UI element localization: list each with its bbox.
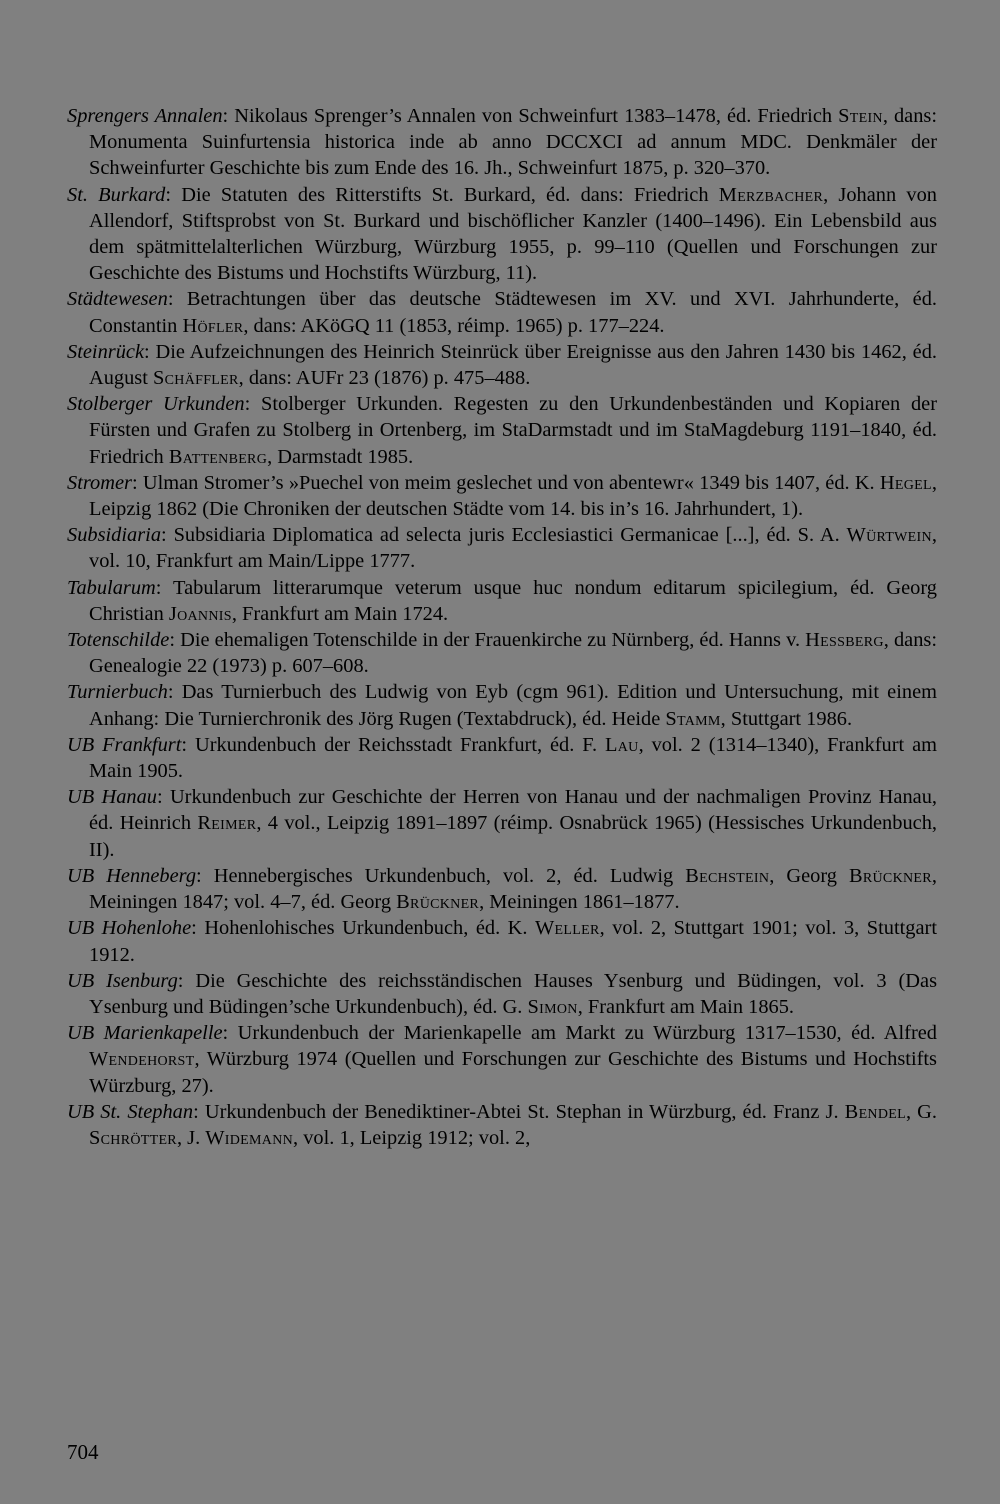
entry-text: , Johann von Allendorf, Stiftsprobst von St. Burkard und bischöflicher Kanzler (1400–1496). Ein Lebensbild aus dem spätmittelalterlichen Würzburg, Würzburg 1955, p. 99–110 (Quellen und Forschungen zur Geschichte des Bistums und Hochstifts Würzburg, 11). (89, 183, 937, 285)
entry-text: , dans: Monumenta Suinfurtensia historica inde ab anno DCCXCI ad annum MDC. Denkmäler der Schweinfurter Geschichte bis zum Ende des 16. Jh., Schweinfurt 1875, p. 320–370. (89, 105, 937, 180)
bibliography-entry (67, 968, 937, 1020)
bibliography-entry (67, 182, 937, 287)
bibliography-entry (67, 915, 937, 967)
bibliography-entry (67, 575, 937, 627)
entry-key: UB Hanau (67, 786, 157, 809)
entry-text: : Nikolaus Sprenger’s Annalen von Schweinfurt 1383–1478, éd. Friedrich (222, 105, 839, 127)
entry-key: Stolberger Urkunden (67, 393, 245, 416)
author-name: Stein (838, 105, 883, 127)
entry-text: : Urkundenbuch der Reichsstadt Frankfurt, éd. F. (181, 733, 605, 756)
bibliography-entry (67, 732, 937, 784)
author-name: Weller (535, 917, 600, 940)
author-name: Höfler (182, 314, 244, 337)
entry-text: , Stuttgart 1986. (720, 707, 853, 730)
entry-key: UB Hohenlohe (67, 917, 192, 940)
author-name: Reimer (197, 812, 257, 835)
entry-key: UB Frankfurt (67, 733, 182, 756)
entry-text: : Subsidiaria Diplomatica ad selecta juris Ecclesiastici Germanicae [...], éd. S. A. (161, 524, 847, 547)
entry-key: Tabularum (67, 576, 156, 599)
author-name: Brückner (396, 891, 480, 914)
entry-key: UB Isenburg (67, 969, 178, 992)
entry-text: , vol. 1, Leipzig 1912; vol. 2, (293, 1126, 531, 1149)
bibliography-entry (67, 863, 937, 915)
author-name: Hessberg (805, 629, 884, 652)
bibliography-entry (67, 103, 937, 182)
bibliography-entry (67, 470, 937, 522)
entry-text: : Betrachtungen über das deutsche Städtewesen im XV. und XVI. Jahrhunderte, éd. Constantin (89, 288, 937, 337)
entry-key: UB Henneberg (67, 864, 197, 887)
entry-text: : Tabularum litterarumque veterum usque huc nondum editarum spicilegium, éd. Georg Christian (89, 576, 937, 625)
entry-key: Sprengers Annalen (67, 105, 223, 127)
entry-text: , vol. 2, Stuttgart 1901; vol. 3, Stuttgart 1912. (89, 917, 937, 966)
bibliography-entry (67, 522, 937, 574)
bibliography-entry (67, 784, 937, 863)
entry-text: : Stolberger Urkunden. Regesten zu den Urkundenbeständen und Kopiaren der Fürsten und Grafen zu Stolberg in Ortenberg, im StaDarmstadt und im StaMagdeburg 1191–1840, éd. Friedrich (89, 393, 938, 468)
author-name: Schäffler (153, 367, 239, 390)
entry-text: , Leipzig 1862 (Die Chroniken der deutschen Städte vom 14. bis in’s 16. Jahrhundert, 1). (89, 471, 937, 521)
entry-key: Stromer (67, 471, 132, 494)
entry-key: Turnierbuch (67, 681, 168, 704)
entry-text: , Meiningen 1861–1877. (479, 891, 680, 914)
entry-text: : Hohenlohisches Urkundenbuch, éd. K. (191, 917, 536, 940)
entry-key: Subsidiaria (67, 524, 162, 547)
bibliography-entry (67, 1020, 937, 1099)
entry-text: : Die Aufzeichnungen des Heinrich Steinrück über Ereignisse aus den Jahren 1430 bis 1462, éd. August (89, 340, 937, 390)
entry-text: , dans: AUFr 23 (1876) p. 475–488. (238, 367, 531, 390)
entry-text: , J. (176, 1126, 206, 1149)
page-number: 704 (67, 1440, 99, 1464)
author-name: Hegel (879, 471, 932, 494)
entry-text: , vol. 2 (1314–1340), Frankfurt am Main 1905. (89, 733, 937, 783)
entry-key: UB St. Stephan (67, 1100, 194, 1123)
entry-text: , G. (905, 1100, 937, 1123)
entry-key: Totenschilde (67, 629, 170, 652)
entry-text: , dans: Genealogie 22 (1973) p. 607–608. (89, 629, 937, 678)
bibliography-entry (67, 679, 937, 731)
bibliography-list (67, 103, 937, 1151)
entry-text: : Das Turnierbuch des Ludwig von Eyb (cgm 961). Edition und Untersuchung, mit einem Anhang: Die Turnierchronik des Jörg Rugen (Textabdruck), éd. Heide (89, 681, 937, 730)
entry-key: Städtewesen (67, 288, 168, 311)
entry-text: : Die Statuten des Ritterstifts St. Burkard, éd. dans: Friedrich (165, 183, 719, 206)
entry-text: , Frankfurt am Main 1724. (231, 602, 449, 625)
entry-text: , Frankfurt am Main 1865. (577, 995, 795, 1018)
author-name: Merzbacher (718, 183, 824, 206)
author-name: Simon (527, 995, 578, 1018)
author-name: Brückner (848, 864, 932, 887)
entry-text: , vol. 10, Frankfurt am Main/Lippe 1777. (89, 524, 937, 573)
entry-key: UB Marienkapelle (67, 1022, 223, 1045)
entry-text: , 4 vol., Leipzig 1891–1897 (réimp. Osnabrück 1965) (Hessisches Urkundenbuch, II). (89, 812, 937, 861)
entry-text: , Meiningen 1847; vol. 4–7, éd. Georg (89, 864, 937, 914)
author-name: Lau (605, 733, 639, 756)
author-name: Joannis (168, 602, 232, 625)
author-name: Wendehorst (89, 1048, 195, 1071)
entry-key: St. Burkard (67, 183, 166, 206)
bibliography-entry (67, 391, 937, 470)
author-name: Stamm (665, 707, 721, 730)
author-name: Bechstein (685, 864, 770, 887)
author-name: Widemann (205, 1126, 294, 1149)
entry-text: : Urkundenbuch der Marienkapelle am Markt zu Würzburg 1317–1530, éd. Alfred (222, 1022, 937, 1045)
entry-text: : Hennebergisches Urkundenbuch, vol. 2, éd. Ludwig (196, 864, 686, 887)
entry-text: : Ulman Stromer’s »Puechel von meim geslechet und von abentewr« 1349 bis 1407, éd. K. (131, 471, 880, 494)
entry-key: Steinrück (67, 340, 145, 363)
bibliography-entry (67, 339, 937, 391)
entry-text: , Georg (769, 864, 849, 887)
entry-text: : Die Geschichte des reichsständischen Hauses Ysenburg und Büdingen, vol. 3 (Das Ysenburg und Büdingen’sche Urkundenbuch), éd. G. (89, 969, 938, 1018)
bibliography-entry (67, 286, 937, 338)
entry-text: , dans: AKöGQ 11 (1853, réimp. 1965) p. 177–224. (243, 314, 665, 337)
entry-text: , Darmstadt 1985. (267, 445, 414, 468)
author-name: Battenberg (168, 445, 268, 468)
entry-text: : Die ehemaligen Totenschilde in der Frauenkirche zu Nürnberg, éd. Hanns v. (169, 629, 806, 652)
author-name: Schrötter (89, 1126, 177, 1149)
entry-text: : Urkundenbuch zur Geschichte der Herren von Hanau und der nachmaligen Provinz Hanau, éd. Heinrich (89, 786, 937, 835)
author-name: Bendel (844, 1100, 906, 1123)
bibliography-entry (67, 1099, 937, 1151)
entry-text: , Würzburg 1974 (Quellen und Forschungen zur Geschichte des Bistums und Hochstifts Würzburg, 27). (89, 1048, 937, 1097)
author-name: Würtwein (846, 524, 932, 547)
entry-text: : Urkundenbuch der Benediktiner-Abtei St. Stephan in Würzburg, éd. Franz J. (193, 1100, 845, 1123)
bibliography-entry (67, 627, 937, 679)
